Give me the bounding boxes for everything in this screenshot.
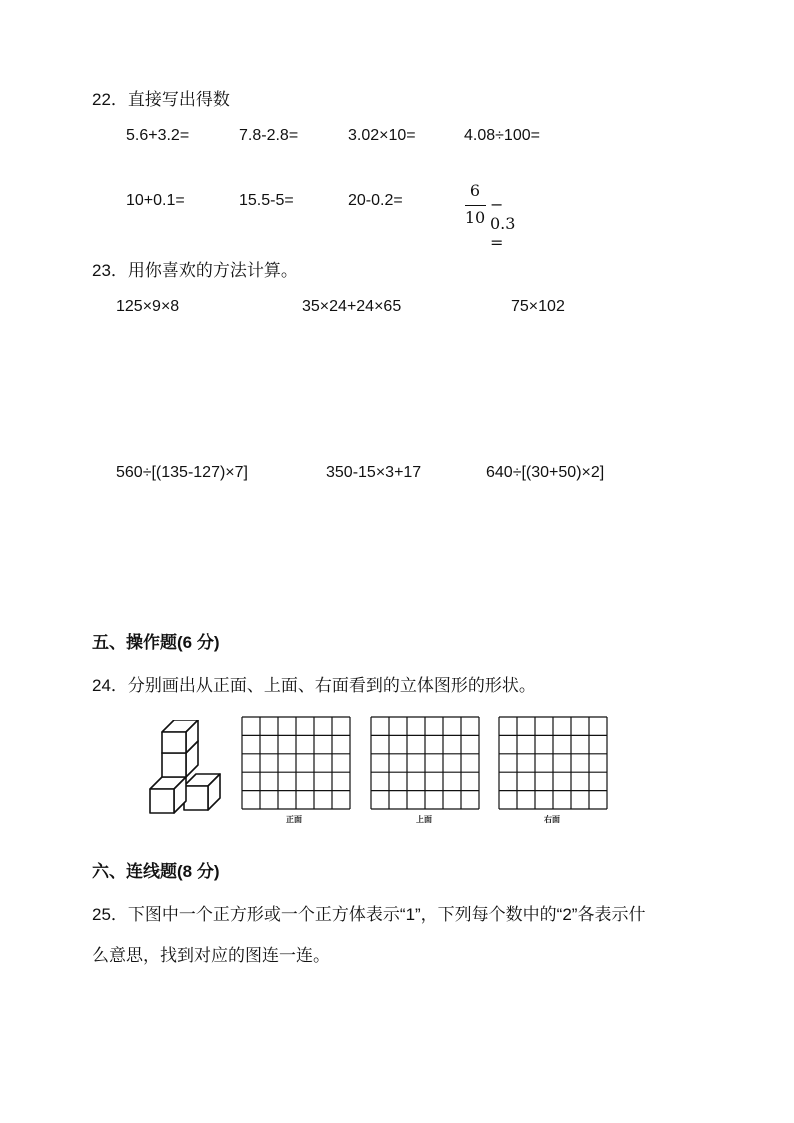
q23-expr-2: 35×24+24×65 [302,298,402,315]
q25-line-2: 么意思，找到对应的图连一连。 [92,946,330,965]
q23-expr-1: 125×9×8 [116,298,180,315]
q23-expr-6: 640÷[(30+50)×2] [486,464,605,481]
cube-stack-figure [140,720,230,820]
section-6-title: 六、连线题(8 分) [92,862,220,881]
fraction-denominator: 10 [464,208,486,227]
q22-expr-6: 15.5-5= [239,192,294,209]
section-5-title: 五、操作题(6 分) [92,633,220,652]
q22-expr-5: 10+0.1= [126,192,185,209]
fraction-rest: − 0.3 = [490,195,516,252]
fraction-bar [465,205,486,206]
q25-line-1: 25．下图中一个正方形或一个正方体表示“1”，下列每个数中的“2”各表示什 [92,905,646,924]
grid-top [370,716,480,810]
q23-expr-3: 75×102 [511,298,565,315]
q22-expr-3: 3.02×10= [348,127,416,144]
fraction-numerator: 6 [469,181,481,200]
q22-title: 22．直接写出得数 [92,90,230,109]
q22-expr-7: 20-0.2= [348,192,403,209]
q22-expr-4: 4.08÷100= [464,127,540,144]
q23-title: 23．用你喜欢的方法计算。 [92,261,298,280]
q22-expr-1: 5.6+3.2= [126,127,190,144]
q23-expr-5: 350-15×3+17 [326,464,422,481]
grid-label-front: 正面 [286,815,302,824]
grid-label-right: 右面 [544,815,560,824]
q24-title: 24．分别画出从正面、上面、右面看到的立体图形的形状。 [92,676,536,695]
grid-right [498,716,608,810]
q23-expr-4: 560÷[(135-127)×7] [116,464,248,481]
grid-label-top: 上面 [416,815,432,824]
q22-expr-2: 7.8-2.8= [239,127,299,144]
grid-front [241,716,351,810]
